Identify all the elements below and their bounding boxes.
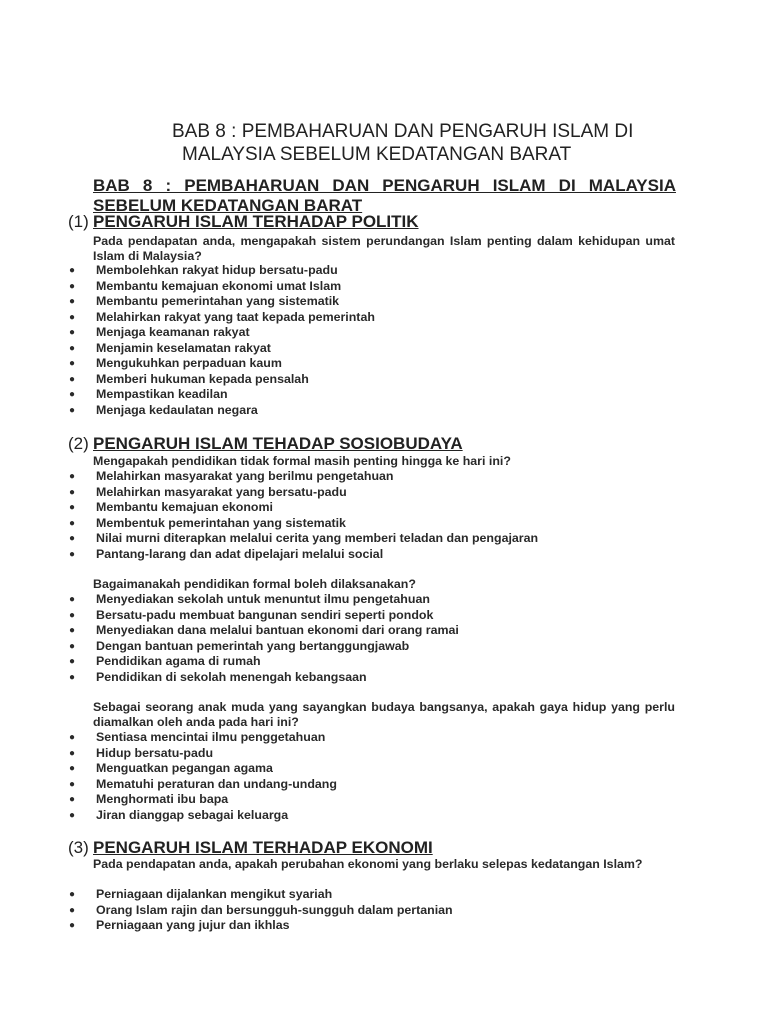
list-item: ● Membantu kemajuan ekonomi umat Islam: [69, 278, 342, 293]
list-item: ● Membentuk pemerintahan yang sistematik: [69, 515, 346, 530]
bullet-icon: ●: [69, 794, 76, 805]
section-2-heading: [68, 434, 688, 454]
list-item: ● Menyediakan dana melalui bantuan ekonomi dari orang ramai: [69, 623, 459, 637]
section-number: (2): [68, 434, 89, 453]
bullet-icon: ●: [69, 640, 76, 652]
section-3-heading: [68, 838, 688, 858]
section-title: PENGARUH ISLAM TERHADAP POLITIK: [93, 212, 419, 231]
list-item: ● Menjaga kedaulatan negara: [69, 402, 258, 417]
list-item: ● Menguatkan pegangan agama: [69, 761, 273, 775]
list-item: ● Perniagaan dijalankan mengikut syariah: [69, 887, 333, 901]
document-title: [172, 120, 692, 166]
list-item: ● Menyediakan sekolah untuk menuntut ilmu pengetahuan: [69, 592, 430, 606]
bullet-icon: ●: [69, 502, 76, 513]
answer-list-ekonomi: [68, 887, 678, 934]
bullet-icon: ●: [69, 311, 76, 323]
bullet-icon: ●: [69, 486, 76, 498]
bullet-icon: ●: [69, 778, 76, 790]
bullet-icon: ●: [69, 594, 76, 605]
list-item: ● Menjamin keselamatan rakyat: [69, 340, 271, 355]
list-item: ● Melahirkan rakyat yang taat kepada pemerintah: [69, 309, 375, 324]
answer-list-politik: [68, 263, 678, 418]
question-pendidikan-tidak-formal: Mengapakah pendidikan tidak formal masih penting hingga ke hari ini?: [93, 454, 511, 468]
bullet-icon: ●: [69, 280, 76, 292]
list-item: ● Hidup bersatu-padu: [69, 745, 214, 760]
list-item: ● Orang Islam rajin dan bersungguh-sungguh dalam pertanian: [69, 902, 453, 917]
bullet-icon: ●: [69, 404, 76, 416]
list-item: ● Melahirkan masyarakat yang berilmu pengetahuan: [69, 469, 394, 483]
bullet-icon: ●: [69, 533, 76, 544]
bullet-icon: ●: [69, 265, 76, 276]
question-politik: Pada pendapatan anda, mengapakah sistem perundangan Islam penting dalam kehidupan umat Islam di Malaysia?: [93, 234, 675, 263]
answer-list-pendidikan-formal: [68, 592, 678, 685]
list-item: ● Mengukuhkan perpaduan kaum: [69, 356, 282, 370]
list-item: ● Pendidikan di sekolah menengah kebangsaan: [69, 669, 367, 684]
section-1-heading: [68, 212, 688, 232]
list-item: ● Memberi hukuman kepada pensalah: [69, 371, 309, 386]
bullet-icon: ●: [69, 763, 76, 774]
bullet-icon: ●: [69, 625, 76, 636]
bullet-icon: ●: [69, 904, 76, 916]
section-title: PENGARUH ISLAM TERHADAP EKONOMI: [93, 838, 433, 857]
list-item: ● Menghormati ibu bapa: [69, 792, 229, 806]
list-item: ● Jiran dianggap sebagai keluarga: [69, 807, 289, 822]
bullet-icon: ●: [69, 656, 76, 667]
bullet-icon: ●: [69, 471, 76, 482]
answer-list-gaya-hidup: [68, 730, 678, 823]
bullet-icon: ●: [69, 389, 76, 400]
chapter-heading: BAB 8 : PEMBAHARUAN DAN PENGARUH ISLAM DI MALAYSIA SEBELUM KEDATANGAN BARAT: [93, 176, 676, 215]
bullet-icon: ●: [69, 296, 76, 307]
list-item: ● Bersatu-padu membuat bangunan sendiri seperti pondok: [69, 607, 434, 622]
question-gaya-hidup: Sebagai seorang anak muda yang sayangkan budaya bangsanya, apakah gaya hidup yang perlu diamalkan oleh anda pada hari ini?: [93, 700, 675, 729]
bullet-icon: ●: [69, 889, 76, 900]
bullet-icon: ●: [69, 373, 76, 385]
bullet-icon: ●: [69, 517, 76, 529]
bullet-icon: ●: [69, 920, 76, 931]
question-ekonomi: Pada pendapatan anda, apakah perubahan ekonomi yang berlaku selepas kedatangan Islam?: [93, 857, 643, 871]
section-number: (3): [68, 838, 89, 857]
list-item: ● Membantu kemajuan ekonomi: [69, 500, 273, 514]
answer-list-pendidikan-tidak-formal: [68, 469, 678, 562]
list-item: ● Membantu pemerintahan yang sistematik: [69, 294, 340, 308]
bullet-icon: ●: [69, 809, 76, 821]
question-pendidikan-formal: Bagaimanakah pendidikan formal boleh dilaksanakan?: [93, 577, 416, 591]
list-item: ● Nilai murni diterapkan melalui cerita yang memberi teladan dan pengajaran: [69, 531, 539, 545]
bullet-icon: ●: [69, 342, 76, 354]
section-number: (1): [68, 212, 89, 231]
bullet-icon: ●: [69, 671, 76, 683]
list-item: ● Mempastikan keadilan: [69, 387, 228, 401]
list-item: ● Mematuhi peraturan dan undang-undang: [69, 776, 337, 791]
document-title-line-2: MALAYSIA SEBELUM KEDATANGAN BARAT: [182, 144, 572, 165]
list-item: ● Perniagaan yang jujur dan ikhlas: [69, 918, 290, 932]
bullet-icon: ●: [69, 747, 76, 759]
list-item: ● Dengan bantuan pemerintah yang bertanggungjawab: [69, 638, 410, 653]
section-title: PENGARUH ISLAM TEHADAP SOSIOBUDAYA: [93, 434, 463, 453]
bullet-icon: ●: [69, 358, 76, 369]
list-item: ● Membolehkan rakyat hidup bersatu-padu: [69, 263, 338, 277]
bullet-icon: ●: [69, 609, 76, 621]
document-title-line-1: BAB 8 : PEMBAHARUAN DAN PENGARUH ISLAM DI: [172, 121, 634, 142]
bullet-icon: ●: [69, 548, 76, 560]
list-item: ● Pantang-larang dan adat dipelajari melalui social: [69, 546, 384, 561]
list-item: ● Menjaga keamanan rakyat: [69, 325, 250, 339]
list-item: ● Melahirkan masyarakat yang bersatu-padu: [69, 484, 347, 499]
bullet-icon: ●: [69, 327, 76, 338]
list-item: ● Pendidikan agama di rumah: [69, 654, 261, 668]
list-item: ● Sentiasa mencintai ilmu penggetahuan: [69, 730, 326, 744]
bullet-icon: ●: [69, 732, 76, 743]
